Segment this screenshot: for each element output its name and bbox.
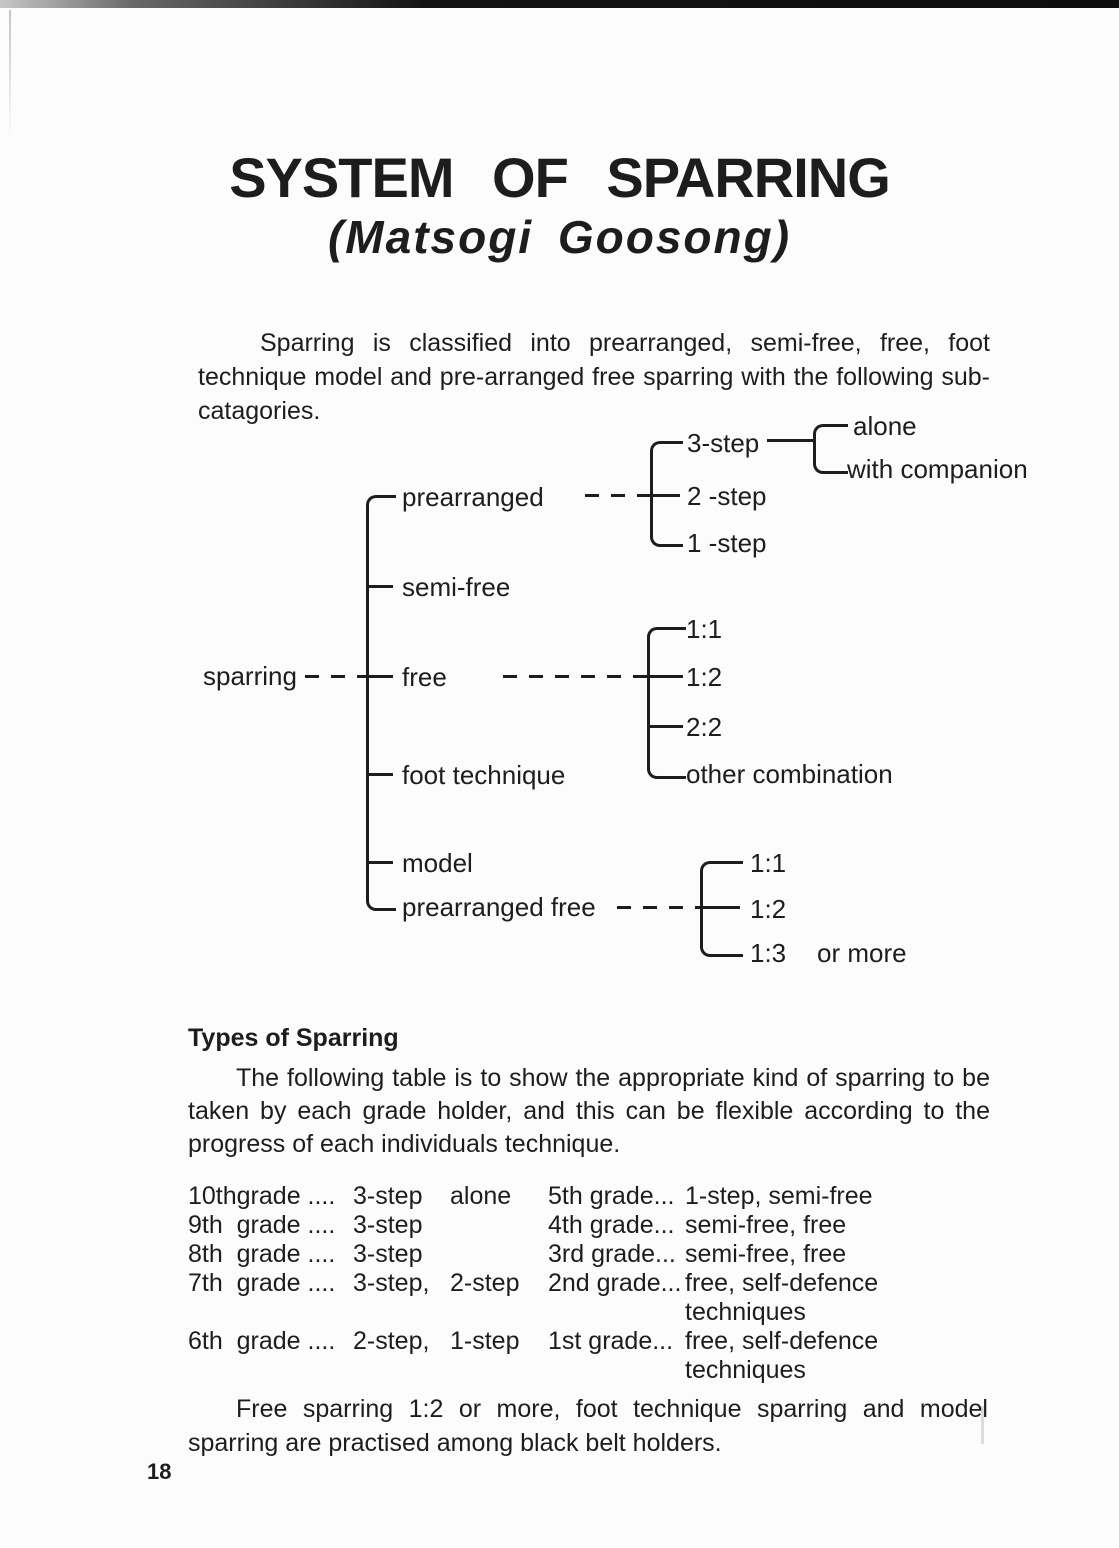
tree-node-prearranged-free: prearranged free: [402, 892, 596, 922]
steps-cell: 2-step,: [353, 1327, 430, 1355]
tree-node-alone: alone: [853, 411, 917, 441]
grade-sparring-table: [188, 1182, 990, 1385]
sparring-kind-cell: semi-free, free: [685, 1240, 847, 1268]
intro-paragraph: Sparring is classified into prearranged, semi-free, free, foot technique model and pre-arranged free sparring with the following sub-catagories.: [198, 329, 990, 425]
section-paragraph: The following table is to show the appropriate kind of sparring to be taken by each grade holder, and this can be flexible according to the progress of each individuals technique.: [188, 1064, 990, 1158]
tree-tick-foot-technique: [366, 773, 393, 776]
tree-prearranged-free-bracket: [700, 861, 743, 957]
tree-node-free-2-2: 2:2: [686, 712, 723, 742]
sparring-kind-cell: 1-step, semi-free: [685, 1182, 873, 1210]
page-subtitle: (Matsogi Goosong): [327, 211, 792, 263]
tree-node-other-combination: other combination: [686, 759, 893, 789]
closing-paragraph: Free sparring 1:2 or more, foot technique sparring and model sparring are practised among black belt holders.: [188, 1395, 988, 1457]
tree-tick-semi-free: [366, 585, 393, 588]
tree-dashed-connector-prearranged: [585, 494, 650, 497]
tree-node-2-step: 2 -step: [687, 481, 767, 511]
tree-dashed-connector-free: [503, 675, 647, 678]
grade-cell: 3rd grade...: [548, 1240, 676, 1268]
tree-solid-connector-3-step: [767, 439, 813, 442]
grade-cell: 5th grade...: [548, 1182, 675, 1210]
tree-node-free-1-2: 1:2: [686, 662, 723, 692]
page-title: SYSTEM OF SPARRING: [229, 146, 890, 209]
tree-node-pf-1-3: 1:3: [750, 938, 787, 968]
steps-cell: 3-step,: [353, 1269, 430, 1297]
tree-tick-2-step: [650, 494, 680, 497]
sparring-kind-cell: free, self-defence techniques: [685, 1269, 879, 1326]
grade-cell: 7th grade ....: [188, 1269, 336, 1297]
grade-cell: 8th grade ....: [188, 1240, 336, 1268]
tree-tick-free-2-2: [647, 725, 683, 728]
tree-node-prearranged: prearranged: [402, 482, 544, 512]
tree-node-foot-technique: foot technique: [402, 760, 566, 790]
tree-tick-free-1-2: [647, 675, 683, 678]
steps-cell: 1-step: [450, 1327, 520, 1355]
sparring-kind-cell: semi-free, free: [685, 1211, 847, 1239]
scan-left-edge-artifact: [9, 10, 11, 140]
steps-cell: [450, 1211, 548, 1240]
tree-node-1-step: 1 -step: [687, 528, 767, 558]
tree-root-label: sparring: [203, 661, 297, 691]
tree-node-pf-1-1: 1:1: [750, 848, 787, 878]
page-number: 18: [147, 1459, 172, 1484]
grade-cell: 1st grade...: [548, 1327, 674, 1355]
grade-cell: 4th grade...: [548, 1211, 675, 1239]
tree-node-free: free: [402, 662, 447, 692]
tree-node-pf-or-more: or more: [817, 938, 907, 968]
section-heading: Types of Sparring: [188, 1024, 399, 1052]
tree-node-semi-free: semi-free: [402, 572, 511, 602]
tree-node-pf-1-2: 1:2: [750, 894, 787, 924]
tree-free-bracket: [647, 627, 686, 779]
tree-node-3-step: 3-step: [687, 428, 760, 458]
tree-main-bracket: [366, 495, 396, 911]
sparring-tree-diagram: [0, 410, 1119, 1010]
tree-alone-bracket: [813, 424, 848, 474]
tree-tick-free: [366, 675, 393, 678]
tree-node-model: model: [402, 848, 473, 878]
sparring-kind-cell: free, self-defence techniques: [685, 1327, 879, 1384]
grade-cell: 6th grade ....: [188, 1327, 336, 1355]
grade-cell: 9th grade ....: [188, 1211, 336, 1239]
tree-dashed-connector-prearranged-free: [617, 906, 700, 909]
steps-cell: 3-step: [353, 1182, 423, 1210]
grade-cell: 2nd grade...: [548, 1269, 682, 1297]
tree-node-free-1-1: 1:1: [686, 614, 723, 644]
tree-dashed-connector-root: [305, 675, 366, 678]
scan-top-edge-artifact: [0, 0, 1119, 8]
steps-cell: 3-step: [353, 1211, 423, 1239]
grade-cell: 10thgrade ....: [188, 1182, 336, 1210]
tree-tick-model: [366, 861, 393, 864]
types-of-sparring-section: [188, 1024, 990, 1460]
steps-cell: 3-step: [353, 1240, 423, 1268]
tree-node-with-companion: with companion: [847, 454, 1028, 484]
steps-cell: [450, 1240, 548, 1269]
steps-cell: alone: [450, 1182, 512, 1210]
tree-tick-pf-1-2: [700, 906, 740, 909]
steps-cell: 2-step: [450, 1269, 520, 1297]
